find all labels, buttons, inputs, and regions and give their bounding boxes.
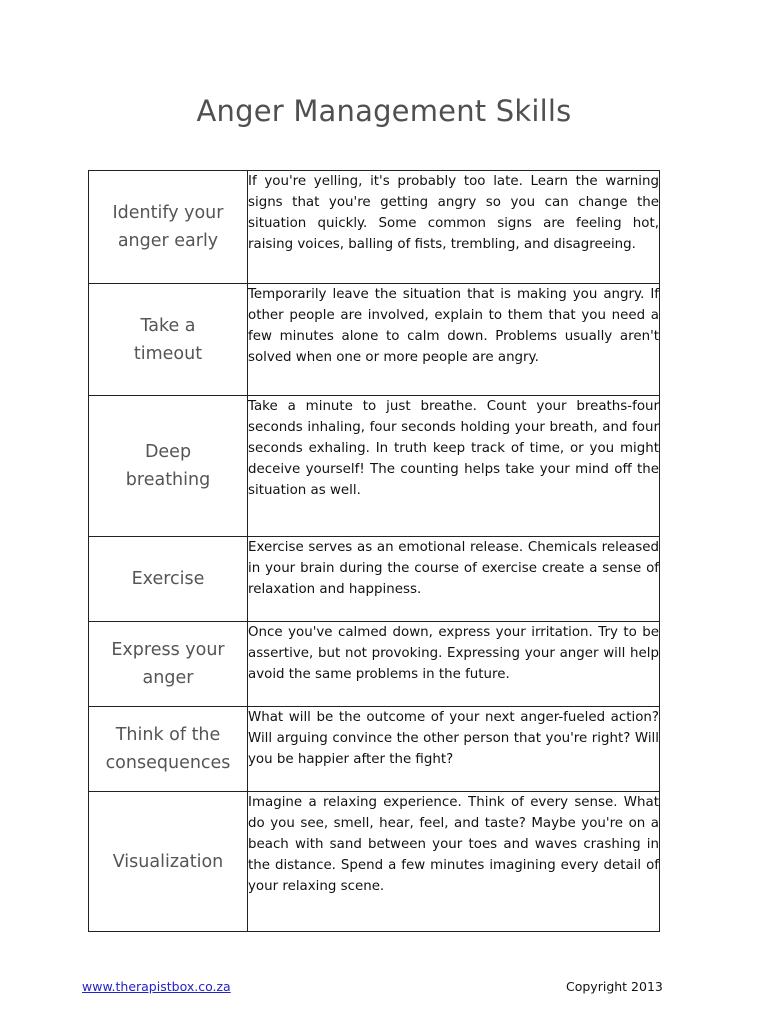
- skill-description: Exercise serves as an emotional release. Chemicals released in your brain during the course of exercise create a sense of relaxation and happiness.: [248, 537, 660, 622]
- table-row: [89, 622, 660, 707]
- skill-name: Take a timeout: [89, 284, 248, 396]
- skill-name: Identify your anger early: [89, 171, 248, 284]
- skill-description: If you're yelling, it's probably too late. Learn the warning signs that you're getting angry so you can change the situation quickly. Some common signs are feeling hot, raising voices, balling of fists, trembling, and disagreeing.: [248, 171, 660, 284]
- skill-description: Take a minute to just breathe. Count your breaths-four seconds inhaling, four seconds holding your breath, and four seconds exhaling. In truth keep track of time, or you might deceive yourself! The counting helps take your mind off the situation as well.: [248, 396, 660, 537]
- table-row: [89, 396, 660, 537]
- page-title: Anger Management Skills: [196, 94, 572, 128]
- skill-name: Express your anger: [89, 622, 248, 707]
- table-row: [89, 792, 660, 932]
- skill-description: Once you've calmed down, express your irritation. Try to be assertive, but not provoking. Expressing your anger will help avoid the same problems in the future.: [248, 622, 660, 707]
- copyright-text: Copyright 2013: [566, 979, 663, 994]
- skill-description: Temporarily leave the situation that is making you angry. If other people are involved, explain to them that you need a few minutes alone to calm down. Problems usually aren't solved when one or more people are angry.: [248, 284, 660, 396]
- skill-name: Think of the consequences: [89, 707, 248, 792]
- table-row: [89, 284, 660, 396]
- table-row: [89, 537, 660, 622]
- skill-description: What will be the outcome of your next anger-fueled action? Will arguing convince the other person that you're right? Will you be happier after the fight?: [248, 707, 660, 792]
- skill-name: Visualization: [89, 792, 248, 932]
- website-link[interactable]: www.therapistbox.co.za: [82, 979, 231, 994]
- skill-name: Exercise: [89, 537, 248, 622]
- table-row: [89, 707, 660, 792]
- table-row: [89, 171, 660, 284]
- skills-table: [88, 170, 660, 932]
- skill-description: Imagine a relaxing experience. Think of every sense. What do you see, smell, hear, feel, and taste? Maybe you're on a beach with sand between your toes and waves crashing in the distance. Spend a few minutes imagining every detail of your relaxing scene.: [248, 792, 660, 932]
- skill-name: Deep breathing: [89, 396, 248, 537]
